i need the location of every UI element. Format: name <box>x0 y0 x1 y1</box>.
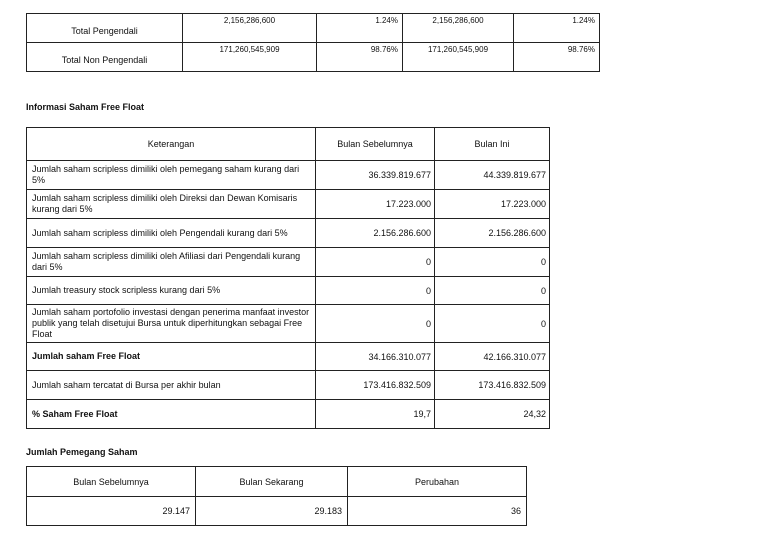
table-row <box>27 277 550 305</box>
shareholders-table <box>26 466 527 526</box>
row-description: Jumlah saham scripless dimiliki oleh pemegang saham kurang dari 5% <box>27 161 316 190</box>
previous-value: 2.156.286.600 <box>316 219 435 248</box>
previous-value: 173.416.832.509 <box>316 371 435 400</box>
previous-value: 34.166.310.077 <box>316 343 435 371</box>
row-description: Jumlah saham scripless dimiliki oleh Direksi dan Dewan Komisaris kurang dari 5% <box>27 190 316 219</box>
row-description: Jumlah saham scripless dimiliki oleh Pengendali kurang dari 5% <box>27 219 316 248</box>
row-description: % Saham Free Float <box>27 400 316 429</box>
table-row <box>27 161 550 190</box>
table-row <box>27 400 550 429</box>
current-value: 24,32 <box>435 400 550 429</box>
current-value: 0 <box>435 277 550 305</box>
shareholders-change: 36 <box>348 497 527 526</box>
current-shareholders: 29.183 <box>196 497 348 526</box>
current-value: 44.339.819.677 <box>435 161 550 190</box>
previous-value: 19,7 <box>316 400 435 429</box>
current-value: 0 <box>435 305 550 343</box>
table-row <box>27 305 550 343</box>
free-float-table <box>26 127 550 429</box>
current-value: 2.156.286.600 <box>435 219 550 248</box>
value-cell: 171,260,545,909 <box>403 43 514 72</box>
current-value: 42.166.310.077 <box>435 343 550 371</box>
value-cell: 171,260,545,909 <box>183 43 317 72</box>
column-header-this-month: Bulan Ini <box>435 128 550 161</box>
table-row <box>27 497 527 526</box>
current-value: 17.223.000 <box>435 190 550 219</box>
table-row <box>27 248 550 277</box>
ownership-summary-table <box>26 13 600 72</box>
previous-value: 0 <box>316 305 435 343</box>
column-header-keterangan: Keterangan <box>27 128 316 161</box>
row-label: Total Non Pengendali <box>27 43 183 72</box>
table-row <box>27 190 550 219</box>
previous-value: 0 <box>316 277 435 305</box>
row-description: Jumlah saham portofolio investasi dengan penerima manfaat investor publik yang telah disetujui Bursa untuk diperhitungkan sebagai Free Float <box>27 305 316 343</box>
column-header-change: Perubahan <box>348 467 527 497</box>
table-row <box>27 343 550 371</box>
percent-cell: 98.76% <box>317 43 403 72</box>
previous-value: 17.223.000 <box>316 190 435 219</box>
table-row <box>27 371 550 400</box>
free-float-title: Informasi Saham Free Float <box>26 102 145 112</box>
row-label: Total Pengendali <box>27 14 183 43</box>
row-description: Jumlah saham scripless dimiliki oleh Afiliasi dari Pengendali kurang dari 5% <box>27 248 316 277</box>
value-cell: 2,156,286,600 <box>183 14 317 43</box>
row-description: Jumlah saham Free Float <box>27 343 316 371</box>
percent-cell: 1.24% <box>317 14 403 43</box>
shareholders-title: Jumlah Pemegang Saham <box>26 447 138 457</box>
row-description: Jumlah saham tercatat di Bursa per akhir bulan <box>27 371 316 400</box>
table-header-row <box>27 128 550 161</box>
value-cell: 2,156,286,600 <box>403 14 514 43</box>
row-description: Jumlah treasury stock scripless kurang dari 5% <box>27 277 316 305</box>
column-header-current-month: Bulan Sekarang <box>196 467 348 497</box>
percent-cell: 98.76% <box>514 43 600 72</box>
table-row <box>27 43 600 72</box>
percent-cell: 1.24% <box>514 14 600 43</box>
column-header-previous-month: Bulan Sebelumnya <box>27 467 196 497</box>
current-value: 0 <box>435 248 550 277</box>
table-row <box>27 14 600 43</box>
column-header-previous-month: Bulan Sebelumnya <box>316 128 435 161</box>
previous-value: 36.339.819.677 <box>316 161 435 190</box>
table-header-row <box>27 467 527 497</box>
table-row <box>27 219 550 248</box>
previous-value: 0 <box>316 248 435 277</box>
previous-shareholders: 29.147 <box>27 497 196 526</box>
current-value: 173.416.832.509 <box>435 371 550 400</box>
